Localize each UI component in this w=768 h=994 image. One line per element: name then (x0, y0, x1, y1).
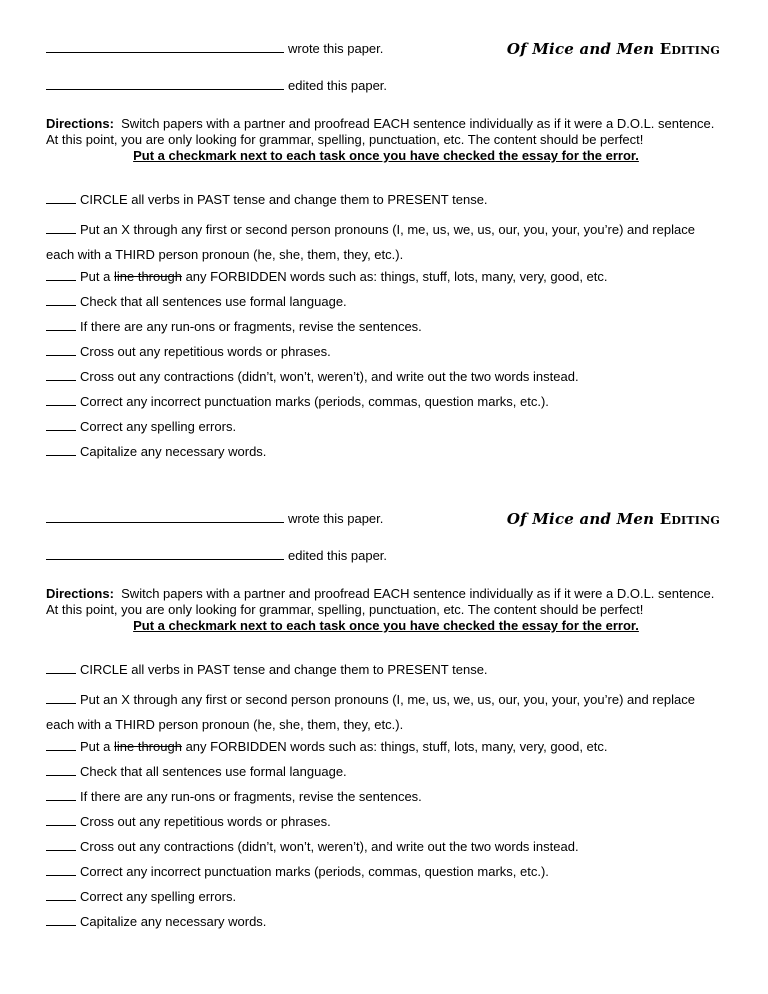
task-item: Correct any incorrect punctuation marks (periods, commas, question marks, etc.). (46, 864, 726, 880)
wrote-label: wrote this paper. (288, 511, 384, 526)
task-item: Put an X through any first or second person pronouns (I, me, us, we, us, our, you, your, you’re) and replace each with a THIRD person pronoun (he, she, them, they, etc.). (46, 692, 695, 732)
editor-name-row (46, 78, 387, 93)
task-checkbox-blank[interactable] (46, 419, 76, 431)
task-item: CIRCLE all verbs in PAST tense and change them to PRESENT tense. (46, 192, 726, 208)
task-item: Put a line through any FORBIDDEN words such as: things, stuff, lots, many, very, good, etc. (46, 739, 726, 755)
task-item: Put a line through any FORBIDDEN words such as: things, stuff, lots, many, very, good, etc. (46, 269, 726, 285)
title-editing: Editing (659, 510, 720, 528)
task-checkbox-blank[interactable] (46, 444, 76, 456)
edited-label: edited this paper. (288, 548, 388, 563)
directions-label: Directions: (46, 116, 114, 131)
directions-text: Switch papers with a partner and proofread EACH sentence individually as if it were a D.O.L. sentence. At this point, you are only looking for grammar, spelling, punctuation, etc. The content should be perfect! (46, 586, 715, 617)
task-checkbox-blank[interactable] (46, 692, 76, 704)
title-book: Of Mice and Men (506, 40, 655, 58)
task-item: CIRCLE all verbs in PAST tense and change them to PRESENT tense. (46, 662, 726, 678)
title-editing: Editing (659, 40, 720, 58)
task-item: Put an X through any first or second person pronouns (I, me, us, we, us, our, you, your, you’re) and replace each with a THIRD person pronoun (he, she, them, they, etc.). (46, 222, 695, 262)
edited-label: edited this paper. (288, 78, 388, 93)
task-checkbox-blank[interactable] (46, 294, 76, 306)
writer-name-row (46, 41, 383, 56)
task-checkbox-blank[interactable] (46, 269, 76, 281)
directions (46, 116, 726, 164)
struck-example: line through (113, 269, 182, 284)
task-checkbox-blank[interactable] (46, 839, 76, 851)
task-checkbox-blank[interactable] (46, 764, 76, 776)
task-item: Cross out any contractions (didn’t, won’t, weren’t), and write out the two words instead. (46, 839, 726, 855)
editor-name-row (46, 548, 387, 563)
task-item: Correct any spelling errors. (46, 889, 726, 905)
task-checkbox-blank[interactable] (46, 344, 76, 356)
task-checkbox-blank[interactable] (46, 319, 76, 331)
task-checkbox-blank[interactable] (46, 864, 76, 876)
task-item: Cross out any repetitious words or phrases. (46, 814, 726, 830)
task-item: Correct any spelling errors. (46, 419, 726, 435)
task-item: Check that all sentences use formal language. (46, 294, 726, 310)
editor-name-blank[interactable] (46, 78, 284, 90)
directions-text: Switch papers with a partner and proofread EACH sentence individually as if it were a D.O.L. sentence. At this point, you are only looking for grammar, spelling, punctuation, etc. The content should be perfect! (46, 116, 715, 147)
editor-name-blank[interactable] (46, 548, 284, 560)
task-checkbox-blank[interactable] (46, 222, 76, 234)
checkmark-instruction: Put a checkmark next to each task once you have checked the essay for the error. (133, 618, 639, 633)
struck-example: line through (113, 739, 182, 754)
task-checkbox-blank[interactable] (46, 662, 76, 674)
sheet-title (507, 510, 720, 528)
task-checkbox-blank[interactable] (46, 739, 76, 751)
task-item: Cross out any contractions (didn’t, won’t, weren’t), and write out the two words instead. (46, 369, 726, 385)
editing-sheet-2 (0, 506, 768, 976)
task-item: Capitalize any necessary words. (46, 444, 726, 460)
task-checkbox-blank[interactable] (46, 394, 76, 406)
task-item: If there are any run-ons or fragments, revise the sentences. (46, 319, 726, 335)
checkmark-instruction: Put a checkmark next to each task once you have checked the essay for the error. (133, 148, 639, 163)
wrote-label: wrote this paper. (288, 41, 384, 56)
writer-name-blank[interactable] (46, 41, 284, 53)
task-checkbox-blank[interactable] (46, 814, 76, 826)
task-item: Capitalize any necessary words. (46, 914, 726, 930)
task-item: If there are any run-ons or fragments, revise the sentences. (46, 789, 726, 805)
task-checkbox-blank[interactable] (46, 789, 76, 801)
directions (46, 586, 726, 634)
task-list (46, 662, 726, 939)
editing-sheet-1 (0, 36, 768, 506)
writer-name-row (46, 511, 383, 526)
task-checkbox-blank[interactable] (46, 192, 76, 204)
task-item: Cross out any repetitious words or phrases. (46, 344, 726, 360)
title-book: Of Mice and Men (506, 510, 655, 528)
task-list (46, 192, 726, 469)
task-item: Check that all sentences use formal language. (46, 764, 726, 780)
sheet-title (507, 40, 720, 58)
task-checkbox-blank[interactable] (46, 369, 76, 381)
writer-name-blank[interactable] (46, 511, 284, 523)
task-item: Correct any incorrect punctuation marks (periods, commas, question marks, etc.). (46, 394, 726, 410)
directions-label: Directions: (46, 586, 114, 601)
task-checkbox-blank[interactable] (46, 889, 76, 901)
task-checkbox-blank[interactable] (46, 914, 76, 926)
